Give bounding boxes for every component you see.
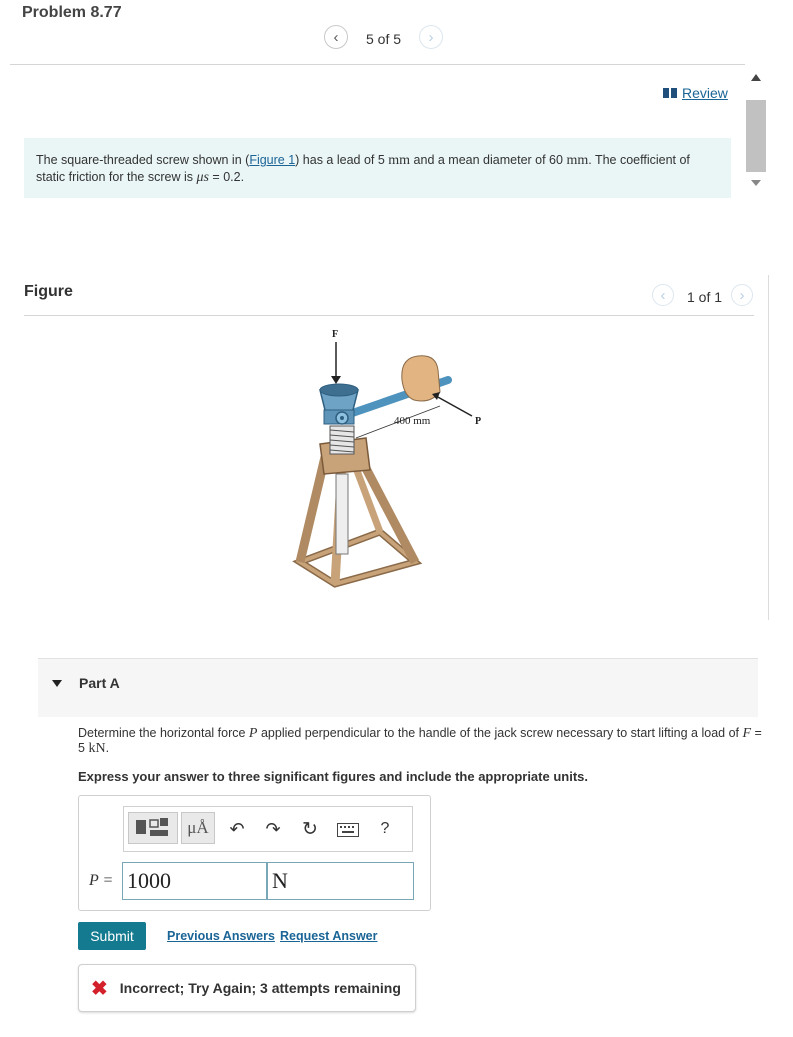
statement-text: The square-threaded screw shown in (: [36, 153, 250, 167]
statement-text: = 0.2.: [208, 170, 245, 184]
templates-icon: [134, 816, 172, 840]
chevron-right-icon: ›: [739, 286, 745, 304]
reset-icon: ↻: [302, 818, 318, 840]
chevron-left-icon: ‹: [660, 286, 666, 304]
mu-angstrom-icon: μÅ: [187, 818, 209, 837]
chevron-right-icon: ›: [428, 28, 434, 46]
scrollbar-thumb[interactable]: [746, 100, 766, 172]
answer-value-input[interactable]: [122, 862, 267, 900]
incorrect-icon: ✖: [91, 977, 108, 1000]
force-p-label: P: [475, 416, 482, 427]
undo-button[interactable]: [226, 818, 248, 840]
review-link[interactable]: [663, 85, 728, 101]
next-figure-button[interactable]: [731, 284, 753, 306]
undo-icon: ↶: [229, 818, 245, 839]
feedback-box: [78, 964, 416, 1012]
statement-text: and a mean diameter of 60: [410, 153, 567, 167]
header-divider: [10, 64, 745, 65]
next-problem-button[interactable]: [419, 25, 443, 49]
force-p-arrow: [436, 396, 472, 416]
answer-unit-input[interactable]: [267, 862, 414, 900]
request-answer-link[interactable]: Request Answer: [280, 929, 378, 943]
prev-problem-button[interactable]: [324, 25, 348, 49]
figure-link[interactable]: Figure 1: [249, 153, 296, 167]
reset-button[interactable]: [298, 818, 322, 840]
part-a-question: [78, 726, 768, 756]
previous-answers-link[interactable]: Previous Answers: [167, 929, 275, 943]
mu-symbol: μs: [196, 170, 209, 185]
question-text: .: [105, 741, 110, 755]
statement-text: ) has a lead of 5: [295, 153, 389, 167]
question-text: = 5: [78, 726, 762, 755]
part-a-label[interactable]: Part A: [79, 675, 120, 691]
jack-screw-figure: [280, 322, 500, 590]
answer-label: P =: [89, 872, 114, 889]
statement-unit: mm: [388, 153, 411, 168]
caret-down-icon[interactable]: [52, 680, 62, 687]
templates-button[interactable]: [128, 812, 178, 844]
problem-title: Problem 8.77: [22, 4, 122, 21]
submit-button[interactable]: Submit: [78, 922, 146, 950]
question-unit: kN: [88, 741, 106, 756]
review-label: Review: [682, 85, 728, 101]
statement-unit: mm: [566, 153, 589, 168]
figure-heading: Figure: [24, 283, 73, 300]
keyboard-icon: [337, 823, 359, 837]
answer-instruction: Express your answer to three significant figures and include the appropriate units.: [78, 769, 588, 784]
part-a-header[interactable]: [38, 658, 758, 717]
jack-leg: [300, 457, 325, 562]
scroll-down-icon[interactable]: [751, 180, 761, 186]
screw-shaft: [336, 474, 348, 554]
question-text: Determine the horizontal force: [78, 726, 249, 740]
problem-nav-count: 5 of 5: [366, 31, 402, 47]
feedback-text: Incorrect; Try Again; 3 attempts remaining: [119, 980, 401, 996]
dimension-label: 400 mm: [394, 415, 431, 427]
book-icon: [663, 88, 677, 98]
statement-text: . The coefficient of static friction for the screw is: [36, 153, 690, 184]
question-var: F: [742, 726, 752, 741]
redo-button[interactable]: [262, 818, 284, 840]
help-icon: ?: [380, 820, 390, 837]
question-var: P: [248, 726, 258, 741]
force-f-label: F: [332, 329, 339, 340]
panel-border: [768, 275, 769, 620]
figure-count: 1 of 1: [687, 289, 723, 305]
symbols-button[interactable]: [181, 812, 215, 844]
figure-divider: [24, 315, 754, 316]
redo-icon: ↷: [265, 818, 281, 839]
prev-figure-button[interactable]: [652, 284, 674, 306]
scroll-up-icon[interactable]: [751, 74, 761, 81]
keyboard-button[interactable]: [335, 820, 361, 840]
help-button[interactable]: [374, 818, 396, 840]
problem-statement: [24, 138, 731, 198]
chevron-left-icon: ‹: [333, 28, 339, 46]
question-text: applied perpendicular to the handle of the jack screw necessary to start lifting a load of: [257, 726, 743, 740]
